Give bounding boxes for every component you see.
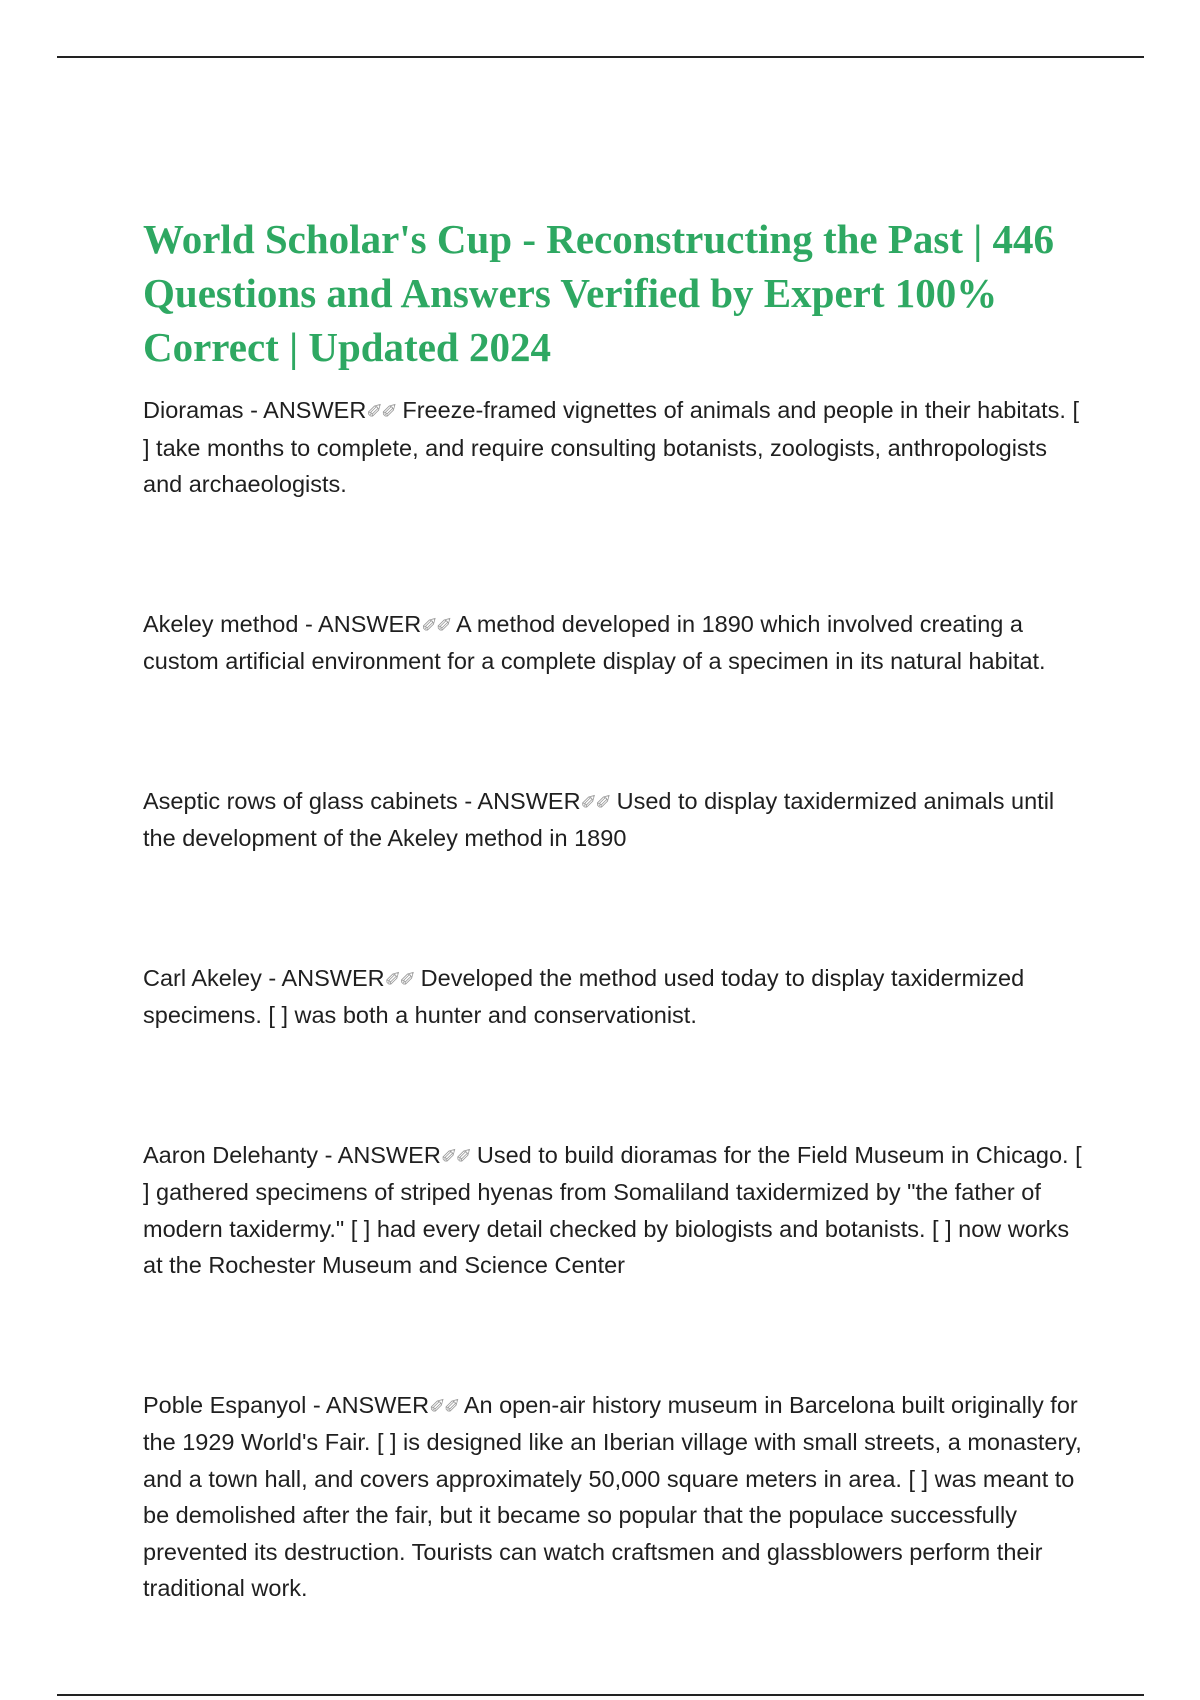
qa-term: Aaron Delehanty	[143, 1141, 319, 1168]
qa-item: Aseptic rows of glass cabinets - ANSWER✐✐ Used to display taxidermized animals until the development of the Akeley method in 1890	[143, 787, 1055, 851]
qa-answer: Used to display taxidermized animals until the development of the Akeley method in 1890	[143, 787, 1055, 851]
check-marks-icon: ✐✐	[384, 966, 415, 991]
answer-marker: ANSWER	[318, 610, 422, 637]
bottom-rule	[57, 1694, 1144, 1696]
qa-answer: Developed the method used today to display taxidermized specimens. [ ] was both a hunter and conservationist.	[143, 964, 1025, 1028]
check-marks-icon: ✐✐	[366, 399, 396, 423]
qa-item: Carl Akeley - ANSWER✐✐ Developed the method used today to display taxidermized specimens. [ ] was both a hunter and conservationist.	[143, 964, 1025, 1028]
check-marks-icon: ✐✐	[440, 1143, 471, 1168]
qa-answer: An open-air history museum in Barcelona built originally for the 1929 World's Fair. [ ] is designed like an Iberian village with small streets, a monastery, and a town hall, and covers approximately 50,000 square meters in area. [ ] was meant to be demolished after the fair, but it became so popular that the populace successfully prevented its destruction. Tourists can watch craftsmen and glassblowers perform their traditional work.	[143, 1391, 1082, 1601]
answer-marker: ANSWER	[337, 1141, 441, 1168]
top-rule	[57, 56, 1144, 58]
document-title: World Scholar's Cup - Reconstructing the Past | 446 Questions and Answers Verified by Expert 100% Correct | Updated 2024	[143, 216, 1055, 370]
check-marks-icon: ✐✐	[421, 612, 451, 637]
qa-term: Akeley method	[143, 610, 299, 637]
qa-item: Dioramas - ANSWER✐✐ Freeze-framed vignettes of animals and people in their habitats. [ ] take months to complete, and require consulting botanists, zoologists, anthropologists and archaeologists.	[143, 397, 1080, 497]
qa-answer: A method developed in 1890 which involved creating a custom artificial environment for a complete display of a specimen in its natural habitat.	[143, 610, 1046, 674]
qa-item: Poble Espanyol - ANSWER✐✐ An open-air history museum in Barcelona built originally for the 1929 World's Fair. [ ] is designed like an Iberian village with small streets, a monastery, and a town hall, and covers approximately 50,000 square meters in area. [ ] was meant to be demolished after the fair, but it became so popular that the populace successfully prevented its destruction. Tourists can watch craftsmen and glassblowers perform their traditional work.	[143, 1391, 1082, 1601]
qa-answer: Used to build dioramas for the Field Museum in Chicago. [ ] gathered specimens of striped hyenas from Somaliland taxidermized by "the father of modern taxidermy." [ ] had every detail checked by biologists and botanists. [ ] now works at the Rochester Museum and Science Center	[143, 1141, 1082, 1278]
qa-answer: Freeze-framed vignettes of animals and people in their habitats. [ ] take months to complete, and require consulting botanists, zoologists, anthropologists and archaeologists.	[143, 397, 1080, 497]
qa-item: Aaron Delehanty - ANSWER✐✐ Used to build dioramas for the Field Museum in Chicago. [ ] gathered specimens of striped hyenas from Somaliland taxidermized by "the father of modern taxidermy." [ ] had every detail checked by biologists and botanists. [ ] now works at the Rochester Museum and Science Center	[143, 1141, 1082, 1278]
qa-term: Poble Espanyol	[143, 1391, 307, 1418]
answer-marker: ANSWER	[281, 964, 385, 991]
answer-marker: ANSWER	[263, 397, 367, 423]
qa-term: Aseptic rows of glass cabinets	[143, 787, 458, 814]
answer-marker: ANSWER	[477, 787, 581, 814]
qa-term: Dioramas	[143, 397, 244, 423]
answer-marker: ANSWER	[325, 1391, 430, 1418]
qa-term: Carl Akeley	[143, 964, 262, 991]
check-marks-icon: ✐✐	[580, 789, 611, 814]
check-marks-icon: ✐✐	[429, 1393, 459, 1418]
qa-list	[143, 392, 1083, 1607]
document-content	[143, 212, 1083, 1607]
qa-item: Akeley method - ANSWER✐✐ A method developed in 1890 which involved creating a custom artificial environment for a complete display of a specimen in its natural habitat.	[143, 610, 1046, 674]
